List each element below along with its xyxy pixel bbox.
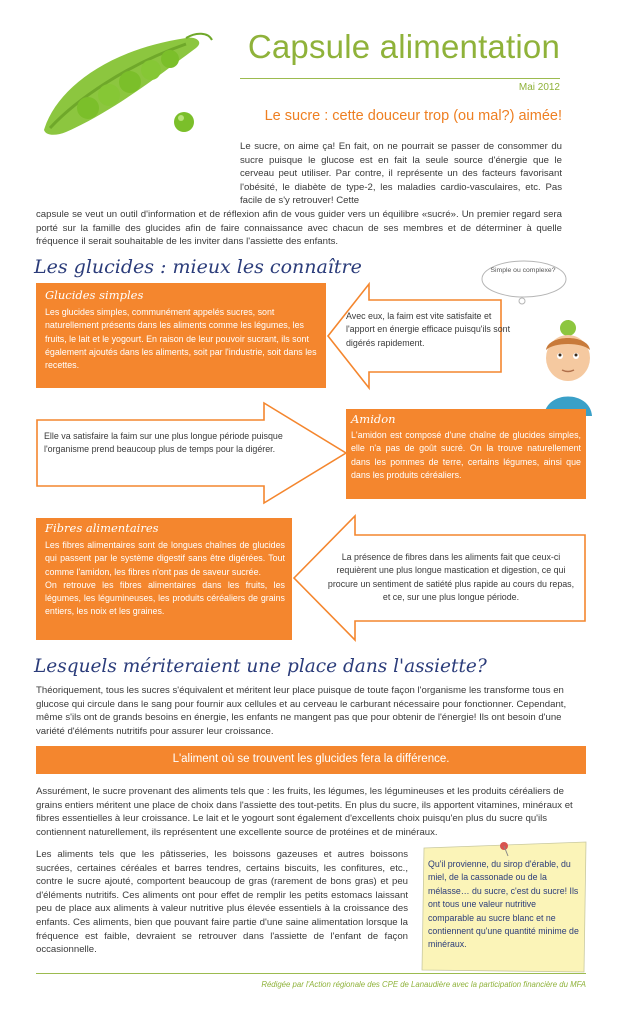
assurement-paragraph: Assurément, le sucre provenant des aliments tels que : les fruits, les légumes, les légumineuses et les produits céréaliers de grains entiers méritent une place de choix dans l'assiette des tout-petits. En plus du sucre, ils apportent vitamines, minéraux et fibres essentielles à leur croissance. Le lait et le yogourt sont également d'excellents choix puisqu'en plus du sucre qu'ils contiennent naturellement, ils représentent une excellente source de protéines et de minéraux. [36,786,573,838]
theorie-paragraph: Théoriquement, tous les sucres s'équivalent et méritent leur place puisque de toute façon l'organisme les transforme tous en glucose qui circule dans le sang pour fournir aux cellules et au cerveau le carburant nécessaire pour fonctionner. Cependant, même s'ils ont de grands besoins en énergie, les enfants ne mangent pas que pour obtenir de l'énergie! Ils ont besoin d'une variété d'éléments nutritifs pour assurer leur croissance. [36,685,567,737]
intro-paragraph-part1: Le sucre, on aime ça! En fait, on ne pourrait se passer de consommer du sucre puisque le glucose est en fait la seule source d'énergie que le cerveau peut utiliser. Par contre, il représente un des facteurs favorisant l'obésité, le diabète de type-2, les maladies cardio-vasculaires, etc. Pas facile de s'y retrouver! Cette [240,141,562,207]
arrow-text-simples: Avec eux, la faim est vite satisfaite et l'apport en énergie efficace puisqu'ils sont digérés rapidement. [346,311,511,348]
amidon-box [346,409,586,499]
section-heading-glucides: Les glucides : mieux les connaître [34,256,362,278]
glucides-simples-text: Les glucides simples, communément appelés sucres, sont naturellement présents dans les aliments comme les légumes, les fruits, le lait et le yogourt. En raison de leur pouvoir sucrant, ils sont également ajoutés dans les aliments, soit par l'industrie, soit dans les recettes. [45,307,317,371]
glucides-simples-box [36,283,326,388]
aliments-paragraph: Les aliments tels que les pâtisseries, les boissons gazeuses et autres boissons sucrées, certaines céréales et barres tendres, certains biscuits, les confitures, etc., contre le sucre ajouté, comportent beaucoup de gras (rarement de bons gras) et peu d'éléments nutritifs. Ces aliments ont pour effet de remplir les petits estomacs laissant peu de place aux aliments à valeur nutritive plus élevée essentiels à la croissance des enfants. Ces aliments, bien que pouvant faire partie d'une saine alimentation lorsque la fréquence est faible, devraient se retrouver dans l'assiette de l'enfant de façon occasionnelle. [36,849,408,956]
footer-divider [36,973,586,974]
boy-with-apple-image [538,320,598,416]
pea-pod-image [36,30,216,140]
arrow-text-amidon: Elle va satisfaire la faim sur une plus longue période puisque l'organisme prend beaucoup plus de temps pour la digérer. [44,431,283,455]
highlight-banner-text: L'aliment où se trouvent les glucides fera la différence. [172,753,450,765]
fibres-text [45,539,285,619]
section-heading-assiette: Lesquels mériteraient une place dans l'assiette? [34,656,487,677]
footer-credit: Rédigée par l'Action régionale des CPE de Lanaudière avec la participation financière du MFA [261,980,586,989]
article-subtitle: Le sucre : cette douceur trop (ou mal?) aimée! [264,108,562,124]
fibres-box [36,518,292,640]
highlight-banner [36,746,586,774]
thought-bubble-text: Simple ou complexe? [490,267,556,274]
fibres-text-part2: On retrouve les fibres alimentaires dans les fruits, les légumes, les légumineuses, les produits céréaliers de grains entiers, les noix et les graines. [45,579,285,617]
amidon-title: Amidon [351,412,396,426]
issue-date: Mai 2012 [518,82,560,93]
fibres-title: Fibres alimentaires [45,521,159,535]
arrow-text-fibres: La présence de fibres dans les aliments fait que ceux-ci requièrent une plus longue mastication et digestion, ce qui procure un sentiment de satiété plus rapide au cours du repas, et ce, sur une plus longue période. [327,552,575,602]
sticky-note-text: Qu'il provienne, du sirop d'érable, du miel, de la cassonade ou de la mélasse… du sucre, c'est du sucre! Ils ont tous une valeur nutritive comparable au sucre blanc et ne contiennent qu'une quantité minime de minéraux. [428,859,579,950]
page-title: Capsule alimentation [247,28,560,65]
title-divider [240,78,560,79]
fibres-text-part1: Les fibres alimentaires sont de longues chaînes de glucides qui passent par le système digestif sans être digérées. Tout comme l'amidon, les fibres n'ont pas de saveur sucrée. [45,540,285,577]
glucides-simples-title: Glucides simples [45,288,144,302]
intro-paragraph-part2: capsule se veut un outil d'information et de réflexion afin de vous guider vers un équilibre «sucré». Un premier regard sera porté sur la famille des glucides afin de faire connaissance avec chacun de ses membres et de déterminer à quelle fréquence il serait souhaitable de les inviter dans l'assiette des enfants. [36,209,562,248]
amidon-text: L'amidon est composé d'une chaîne de glucides simples, elle n'a pas de goût sucré. On la trouve naturellement dans les pommes de terre, certains légumes, ainsi que dans les produits céréaliers. [351,430,581,480]
